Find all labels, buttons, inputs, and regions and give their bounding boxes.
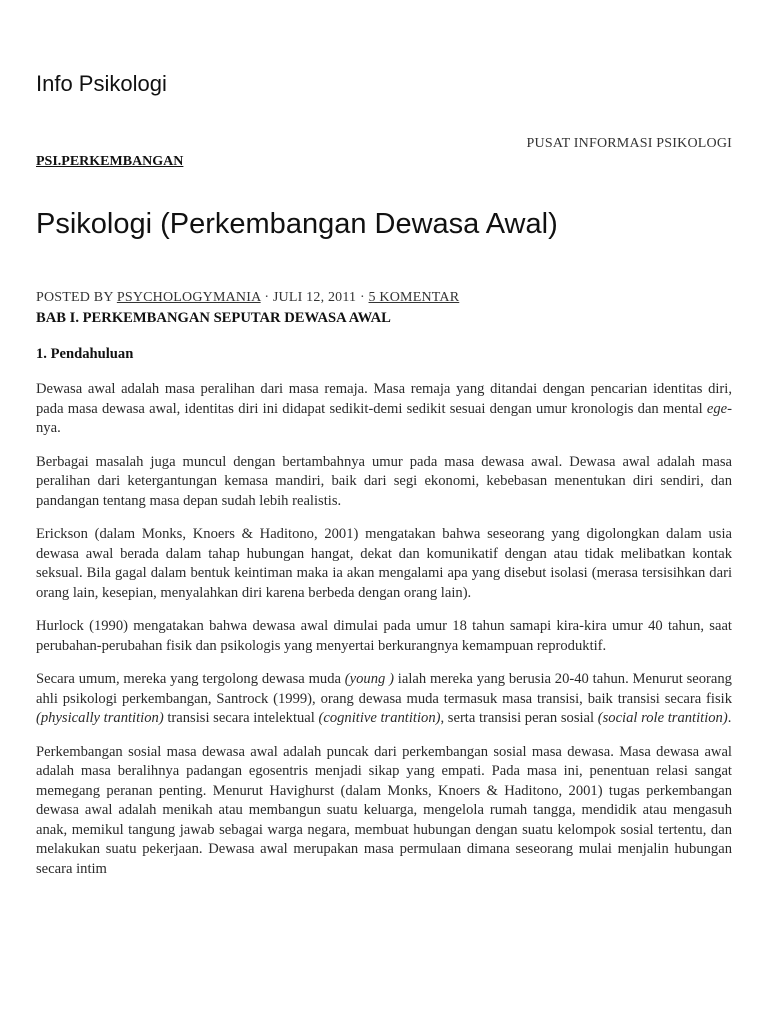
paragraph-5: Secara umum, mereka yang tergolong dewasa muda (young ) ialah mereka yang berusia 20-40 tahun. Menurut seorang ahli psikologi perkembangan, Santrock (1999), orang dewasa muda termasuk masa transisi, baik transisi secara fisik (physically trantition) transisi secara intelektual (cognitive trantition), serta transisi peran sosial (social role trantition).	[36, 671, 732, 726]
chapter-heading: BAB I. PERKEMBANGAN SEPUTAR DEWASA AWAL	[36, 310, 391, 326]
site-title-link[interactable]: Info Psikologi	[36, 71, 167, 96]
meta-separator: ·	[260, 290, 273, 305]
paragraph-4: Hurlock (1990) mengatakan bahwa dewasa awal dimulai pada umur 18 tahun samapi kira-kira umur 40 tahun, saat perubahan-perubahan fisik dan psikologis yang menyertai berkurangnya kemampuan reproduktif.	[36, 618, 732, 654]
meta-separator: ·	[356, 290, 369, 305]
section-heading: 1. Pendahuluan	[36, 345, 134, 362]
paragraph-2: Berbagai masalah juga muncul dengan bertambahnya umur pada masa dewasa awal. Dewasa awal adalah masa peralihan dari ketergantungan kemasa mandiri, baik dari segi ekonomi, kebebasan menentukan diri sendiri, dan pandangan tentang masa depan sudah lebih realistis.	[36, 453, 732, 509]
paragraph-3: Erickson (dalam Monks, Knoers & Haditono, 2001) mengatakan bahwa seseorang yang digolongkan dalam usia dewasa awal berada dalam tahap hubungan hangat, dekat dan komunikatif dengan atau tidak melibatkan kontak seksual. Bila gagal dalam bentuk keintiman maka ia akan mengalami apa yang disebut isolasi (merasa tersisihkan dari orang lain, kesepian, menyalahkan diri karena berbeda dengan orang lain).	[36, 526, 732, 601]
post-title: Psikologi (Perkembangan Dewasa Awal)	[36, 208, 558, 240]
comments-link[interactable]: 5 KOMENTAR	[368, 290, 460, 305]
paragraph-6: Perkembangan sosial masa dewasa awal adalah puncak dari perkembangan sosial masa dewasa. Masa dewasa awal adalah masa beralihnya padangan egosentris menjadi sikap yang empati. Pada masa ini, penentuan relasi sangat memegang peranan penting. Menurut Havighurst (dalam Monks, Knoers & Haditono, 2001) tugas perkembangan dewasa awal adalah menikah atau membangun suatu keluarga, mengelola rumah tangga, mendidik atau mengasuh anak, memikul tangung jawab sebagai warga negara, membuat hubungan dengan suatu kelompok sosial tertentu, dan melakukan suatu pekerjaan. Dewasa awal merupakan masa permulaan dimana seseorang mulai menjalin hubungan secara intim	[36, 743, 732, 877]
author-link[interactable]: PSYCHOLOGYMANIA	[116, 290, 261, 305]
site-tagline: PUSAT INFORMASI PSIKOLOGI	[526, 136, 732, 151]
post-meta	[36, 290, 459, 306]
post-date: JULI 12, 2011	[272, 290, 357, 305]
posted-by-label: POSTED BY	[36, 290, 114, 305]
paragraph-1: Dewasa awal adalah masa peralihan dari masa remaja. Masa remaja yang ditandai dengan pencarian identitas diri, pada masa dewasa awal, identitas diri ini didapat sedikit-demi sedikit sesuai dengan umur kronologis dan mental ege-nya.	[36, 381, 732, 436]
post-content	[36, 309, 732, 893]
category-link[interactable]: PSI.PERKEMBANGAN	[36, 154, 184, 169]
